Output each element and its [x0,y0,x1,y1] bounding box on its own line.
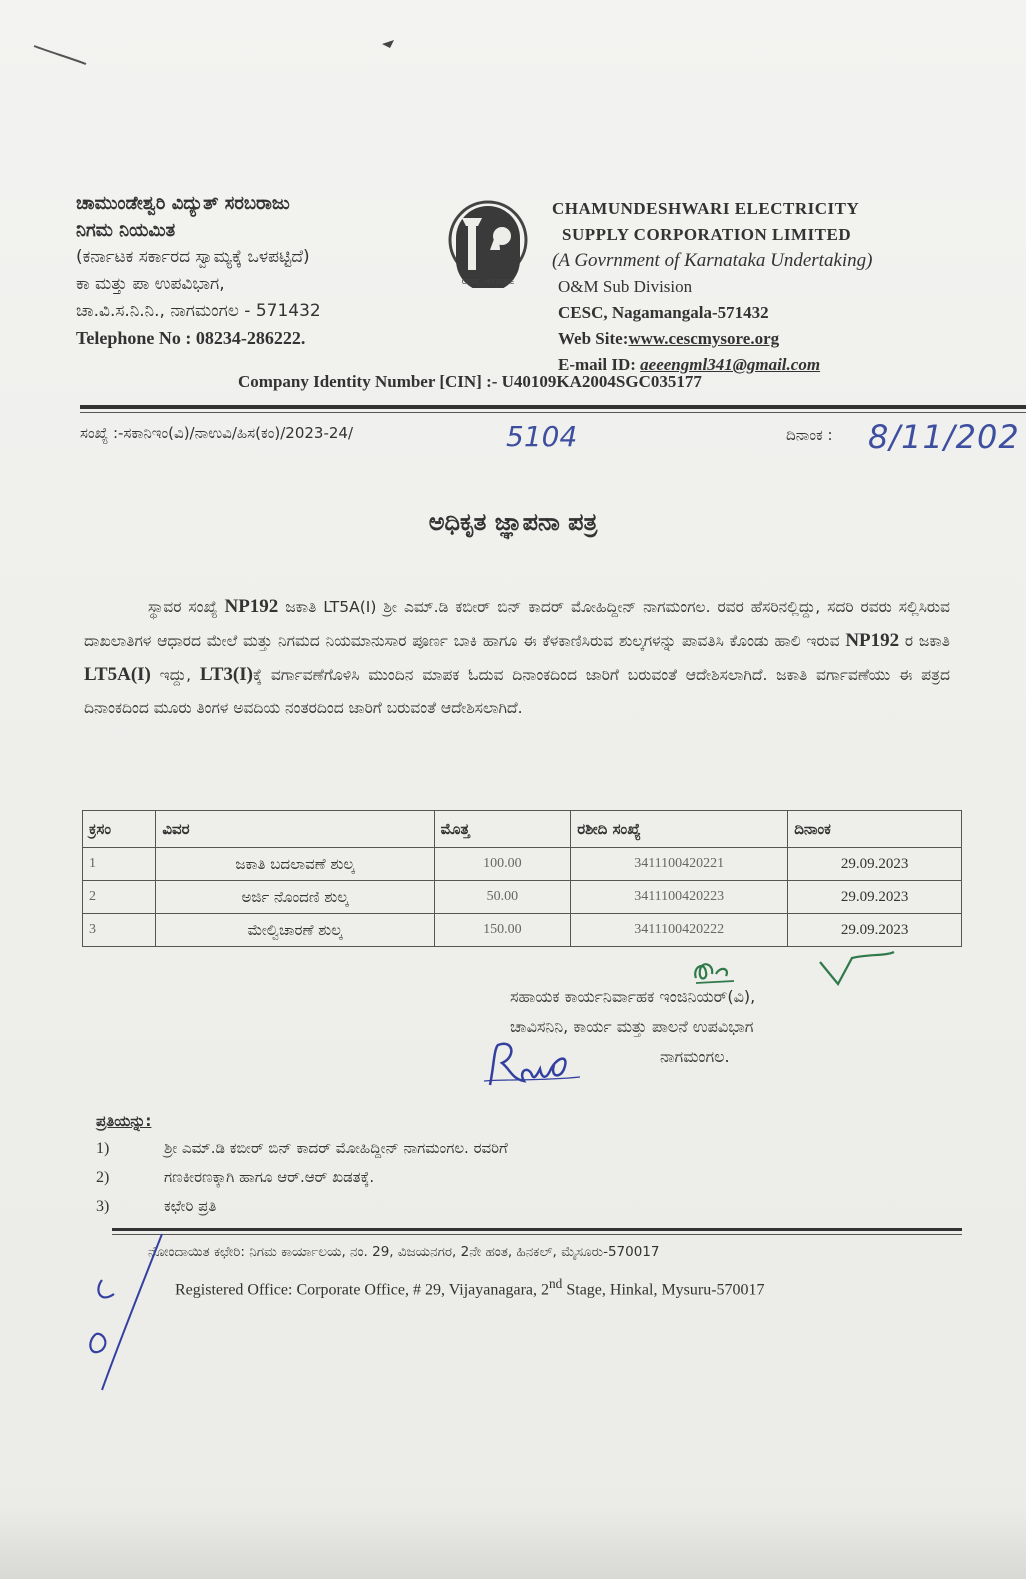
table-row [83,848,962,881]
cell-amount: 50.00 [434,881,571,914]
en-line-1: CHAMUNDESHWARI ELECTRICITY [552,199,860,218]
date-label: ದಿನಾಂಕ : [786,426,833,444]
company-cin: Company Identity Number [CIN] :- U40109KA2004SGC035177 [238,372,702,391]
col-receipt: ರಶೀದಿ ಸಂಖ್ಯೆ [571,811,788,848]
logo-text: CESC, MYSORE [461,278,515,286]
header-rule [80,405,1026,409]
cell-date: 29.09.2023 [788,881,962,914]
website-line [552,326,992,352]
list-item-text: ಶ್ರೀ ಎಮ್.ಡಿ ಕಬೀರ್ ಬಿನ್ ಕಾದರ್ ಮೋಹಿದ್ದೀನ್ ನಾಗಮಂಗಲ. ರವರಿಗೆ [164,1139,508,1157]
bottom-shadow [0,1505,1026,1579]
cell-sl: 3 [83,914,156,947]
cell-date: 29.09.2023 [788,914,962,947]
reg-en-post: Stage, Hinkal, Mysuru-570017 [562,1281,765,1299]
website-link[interactable]: www.cescmysore.org [628,329,780,348]
reg-en-sup: nd [549,1276,563,1291]
list-item-number: 2) [96,1169,110,1186]
signature-icon [480,1035,590,1095]
body-bold-4: LT3(I) [199,664,253,685]
cesc-logo-icon [438,198,538,288]
email-link[interactable]: aeeengml341@gmail.com [640,355,821,374]
email-label: E-mail ID: [558,355,641,374]
document-title: ಅಧಿಕೃತ ಜ್ಞಾಪನಾ ಪತ್ರ [428,508,598,536]
list-item [96,1192,508,1221]
list-item [96,1134,508,1163]
cell-receipt: 3411100420222 [571,914,788,947]
list-item-text: ಗಣಕೀರಣಕ್ಕಾಗಿ ಹಾಗೂ ಆರ್.ಆರ್ ಖಡತಕ್ಕೆ. [164,1168,375,1186]
body-bold-1: NP192 [224,596,279,617]
pen-scribble-icon [60,1230,180,1400]
col-desc: ವಿವರ [156,811,434,848]
kn-line-1: ಚಾಮುಂಡೇಶ್ವರಿ ವಿದ್ಯುತ್ ಸರಬರಾಜು [76,193,290,214]
header-rule-thin [80,412,1026,413]
cell-desc: ಜಕಾತಿ ಬದಲಾವಣೆ ಶುಲ್ಕ [156,848,434,881]
signatory-line-2: ಚಾವಿಸನಿನಿ, ಕಾರ್ಯ ಮತ್ತು ಪಾಲನೆ ಉಪವಿಭಾಗ [510,1017,754,1036]
registered-office-english [175,1276,765,1299]
body-bold-3: LT5A(I) [84,664,151,685]
fee-table [82,810,962,947]
body-text-3: ರ ಜಕಾತಿ [899,632,950,650]
handwritten-date: 8/11/202 [868,418,1020,456]
paper-dot-icon [378,34,418,54]
en-line-5: CESC, Nagamangala-571432 [558,303,769,322]
body-paragraph [84,590,950,725]
table-header-row [83,811,962,848]
list-item-text: ಕಛೇರಿ ಪ್ರತಿ [164,1197,217,1215]
cell-date: 29.09.2023 [788,848,962,881]
body-text-2: ಜಕಾತಿ LT5A(I) ಶ್ರೀ ಎಮ್.ಡಿ ಕಬೀರ್ ಬಿನ್ ಕಾದರ್ ಮೋಹಿದ್ದೀನ್ ನಾಗಮಂಗಲ. ರವರ ಹೆಸರಿನಲ್ಲಿದ್ದು, ಸದರಿ ರವರು ಸಲ್ಲಿಸಿರುವ ದಾಖಲಾತಿಗಳ ಆಧಾರದ ಮೇಲೆ ಮತ್ತು ನಿಗಮದ ನಿಯಮಾನುಸಾರ ಪೂರ್ಣ ಬಾಕಿ ಹಾಗೂ ಈ ಕೆಳಕಾಣಿಸಿರುವ ಶುಲ್ಕಗಳನ್ನು ಪಾವತಿಸಿ ಕೊಂಡು ಹಾಲಿ ಇರುವ [84,598,950,650]
footer-rule-thin [112,1234,962,1235]
en-line-3: (A Govrnment of Karnataka Undertaking) [552,250,873,271]
cell-sl: 2 [83,881,156,914]
cell-sl: 1 [83,848,156,881]
english-letterhead [552,196,992,378]
cell-amount: 150.00 [434,914,571,947]
reference-number: ಸಂಖ್ಯೆ :-ಸಕಾನಿಇಂ(ವಿ)/ನಾಉವಿ/ಹಿಸ(ಕಂ)/2023-24/ [80,424,354,442]
signatory-line-3: ನಾಗಮಂಗಲ. [660,1047,730,1066]
cell-receipt: 3411100420221 [571,848,788,881]
cell-amount: 100.00 [434,848,571,881]
kannada-letterhead [76,190,426,352]
body-bold-2: NP192 [845,630,900,651]
table-row [83,881,962,914]
telephone: Telephone No : 08234-286222. [76,328,306,348]
body-text-1: ಸ್ಥಾವರ ಸಂಖ್ಯೆ [148,598,225,616]
body-text-5: ಕ್ಕೆ ವರ್ಗಾವಣೆಗೊಳಿಸಿ ಮುಂದಿನ ಮಾಪಕ ಓದುವ ದಿನಾಂಕದಿಂದ ಜಾರಿಗೆ ಬರುವಂತೆ ಆದೇಶಿಸಲಾಗಿದೆ. ಜಕಾತಿ ವರ್ಗಾವಣೆಯು ಈ ಪತ್ರದ ದಿನಾಂಕದಿಂದ ಮೂರು ತಿಂಗಳ ಅವದಿಯ ನಂತರದಿಂದ ಜಾರಿಗೆ ಬರುವಂತೆ ಆದೇಶಿಸಲಾಗಿದೆ. [84,666,950,717]
kn-line-4: ಕಾ ಮತ್ತು ಪಾ ಉಪವಿಭಾಗ, [76,274,225,294]
col-sl: ಕ್ರಸಂ [83,811,156,848]
website-label: Web Site: [558,329,629,348]
paper-mark-icon [30,40,90,70]
cell-desc: ಮೇಲ್ವಿಚಾರಣೆ ಶುಲ್ಕ [156,914,434,947]
copy-to-heading: ಪ್ರತಿಯನ್ನು: [96,1112,152,1130]
signatory-line-1: ಸಹಾಯಕ ಕಾರ್ಯನಿರ್ವಾಹಕ ಇಂಜಿನಿಯರ್(ವಿ), [510,987,756,1006]
en-line-2: SUPPLY CORPORATION LIMITED [562,225,852,244]
kn-line-2: ನಿಗಮ ನಿಯಮಿತ [76,220,176,241]
table-row [83,914,962,947]
registered-office-kannada: ನೋಂದಾಯಿತ ಕಛೇರಿ: ನಿಗಮ ಕಾರ್ಯಾಲಯ, ನಂ. 29, ವಿಜಯನಗರ, 2ನೇ ಹಂತ, ಹಿನಕಲ್, ಮೈಸೂರು-570017 [148,1244,660,1260]
list-item-number: 3) [96,1198,110,1215]
list-item [96,1163,508,1192]
body-text-4: ಇದ್ದು, [150,666,200,684]
cell-receipt: 3411100420223 [571,881,788,914]
kn-line-3: (ಕರ್ನಾಟಕ ಸರ್ಕಾರದ ಸ್ವಾಮ್ಯಕ್ಕೆ ಒಳಪಟ್ಟಿದೆ) [76,247,310,267]
copy-to-list [96,1134,508,1221]
col-date: ದಿನಾಂಕ [788,811,962,848]
en-line-4: O&M Sub Division [558,277,693,296]
list-item-number: 1) [96,1140,110,1157]
col-amount: ಮೊತ್ತ [434,811,571,848]
handwritten-ref-no: 5104 [506,420,578,453]
reg-en-pre: Registered Office: Corporate Office, # 29, Vijayanagara, 2 [175,1281,550,1299]
kn-line-5: ಚಾ.ವಿ.ಸ.ನಿ.ನಿ., ನಾಗಮಂಗಲ - 571432 [76,301,321,321]
footer-rule [112,1228,962,1231]
cell-desc: ಅರ್ಜಿ ನೊಂದಣಿ ಶುಲ್ಕ [156,881,434,914]
